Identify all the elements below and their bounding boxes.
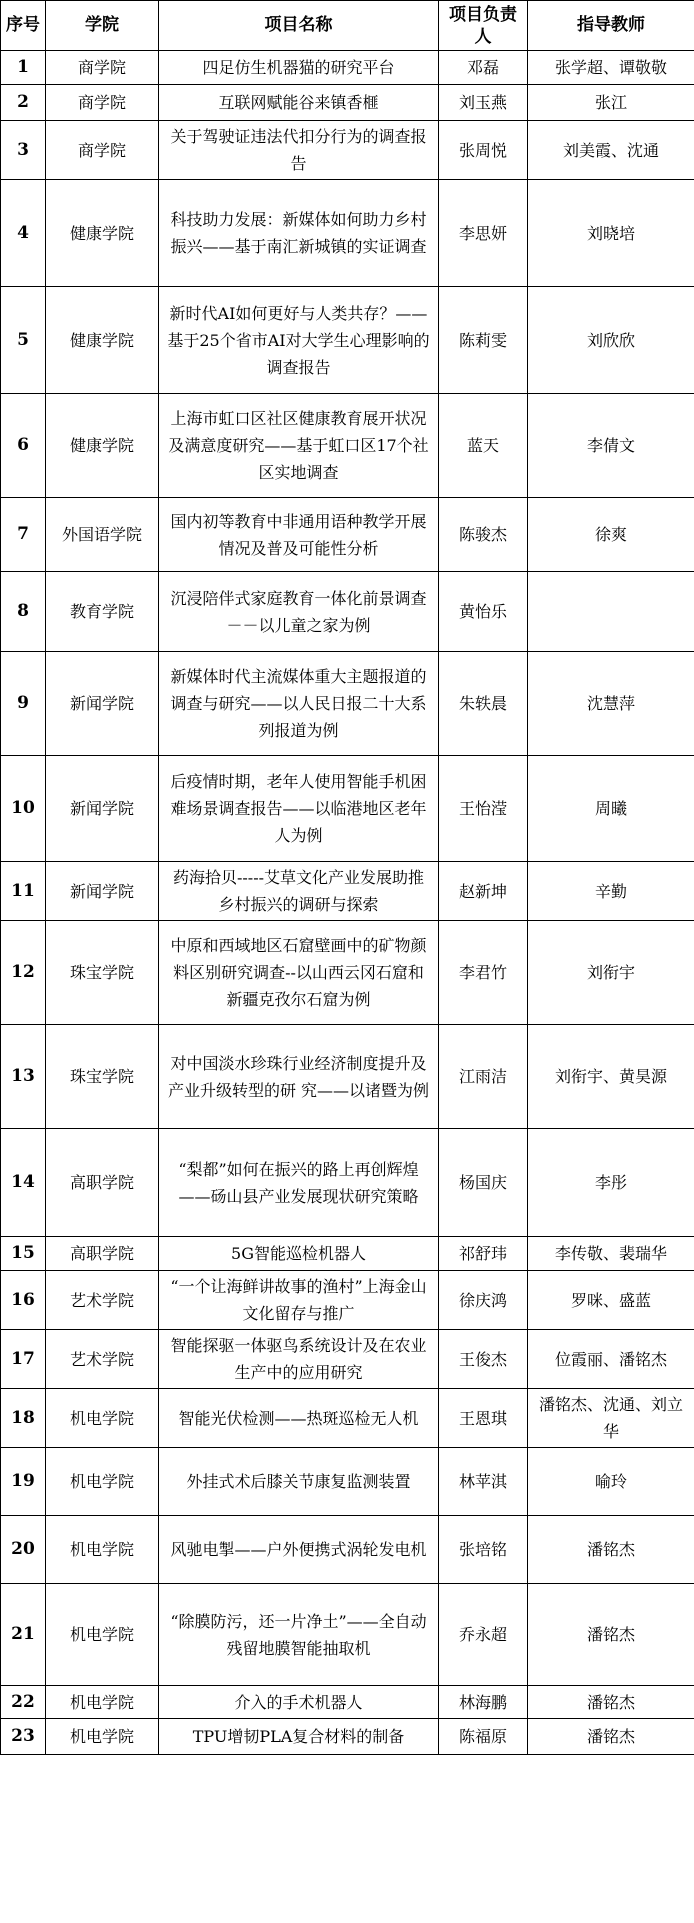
cell-leader: 李君竹 — [439, 921, 528, 1025]
table-row — [1, 121, 694, 180]
cell-advisor: 刘晓培 — [528, 180, 694, 287]
table-body — [1, 51, 694, 1755]
cell-no: 22 — [1, 1686, 46, 1719]
cell-leader: 江雨洁 — [439, 1025, 528, 1129]
table-row — [1, 180, 694, 287]
cell-college: 健康学院 — [46, 180, 159, 287]
cell-project: 对中国淡水珍珠行业经济制度提升及产业升级转型的研 究——以诸暨为例 — [159, 1025, 439, 1129]
cell-college: 商学院 — [46, 121, 159, 180]
cell-advisor: 周曦 — [528, 756, 694, 862]
table-row — [1, 1516, 694, 1584]
header-advisor: 指导教师 — [528, 1, 694, 51]
cell-no: 2 — [1, 85, 46, 121]
cell-advisor: 潘铭杰 — [528, 1686, 694, 1719]
cell-project: 智能探驱一体驱鸟系统设计及在农业生产中的应用研究 — [159, 1330, 439, 1389]
cell-advisor: 潘铭杰 — [528, 1719, 694, 1755]
cell-project: 后疫情时期，老年人使用智能手机困难场景调查报告——以临港地区老年人为例 — [159, 756, 439, 862]
table-row — [1, 652, 694, 756]
cell-project: 智能光伏检测——热斑巡检无人机 — [159, 1389, 439, 1448]
cell-project: 外挂式术后膝关节康复监测装置 — [159, 1448, 439, 1516]
header-row — [1, 1, 694, 51]
cell-college: 机电学院 — [46, 1516, 159, 1584]
cell-college: 机电学院 — [46, 1584, 159, 1686]
cell-leader: 朱轶晨 — [439, 652, 528, 756]
cell-no: 9 — [1, 652, 46, 756]
cell-college: 机电学院 — [46, 1719, 159, 1755]
cell-college: 高职学院 — [46, 1237, 159, 1271]
cell-advisor: 潘铭杰、沈通、刘立华 — [528, 1389, 694, 1448]
cell-no: 15 — [1, 1237, 46, 1271]
cell-college: 高职学院 — [46, 1129, 159, 1237]
table-row — [1, 1025, 694, 1129]
cell-advisor — [528, 572, 694, 652]
cell-no: 18 — [1, 1389, 46, 1448]
cell-college: 机电学院 — [46, 1686, 159, 1719]
cell-college: 新闻学院 — [46, 756, 159, 862]
cell-no: 12 — [1, 921, 46, 1025]
cell-no: 5 — [1, 287, 46, 394]
cell-advisor: 徐爽 — [528, 498, 694, 572]
cell-advisor: 刘美霞、沈通 — [528, 121, 694, 180]
cell-advisor: 张学超、谭敬敬 — [528, 51, 694, 85]
cell-no: 11 — [1, 862, 46, 921]
cell-college: 艺术学院 — [46, 1271, 159, 1330]
cell-leader: 徐庆鸿 — [439, 1271, 528, 1330]
cell-no: 10 — [1, 756, 46, 862]
cell-project: 5G智能巡检机器人 — [159, 1237, 439, 1271]
table-row — [1, 1129, 694, 1237]
cell-leader: 张周悦 — [439, 121, 528, 180]
table-row — [1, 394, 694, 498]
cell-no: 20 — [1, 1516, 46, 1584]
cell-leader: 邓磊 — [439, 51, 528, 85]
cell-leader: 王俊杰 — [439, 1330, 528, 1389]
cell-leader: 林苹淇 — [439, 1448, 528, 1516]
header-college: 学院 — [46, 1, 159, 51]
cell-project: 新媒体时代主流媒体重大主题报道的调查与研究——以人民日报二十大系列报道为例 — [159, 652, 439, 756]
cell-leader: 祁舒玮 — [439, 1237, 528, 1271]
cell-project: 新时代AI如何更好与人类共存？——基于25个省市AI对大学生心理影响的调查报告 — [159, 287, 439, 394]
table-row — [1, 862, 694, 921]
cell-leader: 陈福原 — [439, 1719, 528, 1755]
cell-advisor: 李彤 — [528, 1129, 694, 1237]
cell-advisor: 沈慧萍 — [528, 652, 694, 756]
cell-project: 国内初等教育中非通用语种教学开展情况及普及可能性分析 — [159, 498, 439, 572]
table-row — [1, 1271, 694, 1330]
cell-project: 互联网赋能谷来镇香榧 — [159, 85, 439, 121]
cell-college: 机电学院 — [46, 1448, 159, 1516]
cell-project: 中原和西域地区石窟壁画中的矿物颜料区别研究调查--以山西云冈石窟和新疆克孜尔石窟为例 — [159, 921, 439, 1025]
cell-leader: 王恩琪 — [439, 1389, 528, 1448]
cell-college: 商学院 — [46, 51, 159, 85]
table-row — [1, 1719, 694, 1755]
cell-advisor: 刘衔宇、黄昊源 — [528, 1025, 694, 1129]
cell-college: 珠宝学院 — [46, 1025, 159, 1129]
table-row — [1, 1686, 694, 1719]
table-row — [1, 498, 694, 572]
cell-college: 珠宝学院 — [46, 921, 159, 1025]
cell-no: 23 — [1, 1719, 46, 1755]
table-row — [1, 1237, 694, 1271]
table-row — [1, 756, 694, 862]
cell-project: 科技助力发展：新媒体如何助力乡村振兴——基于南汇新城镇的实证调查 — [159, 180, 439, 287]
cell-leader: 杨国庆 — [439, 1129, 528, 1237]
header-no: 序号 — [1, 1, 46, 51]
cell-advisor: 刘衔宇 — [528, 921, 694, 1025]
cell-no: 17 — [1, 1330, 46, 1389]
table-row — [1, 85, 694, 121]
cell-leader: 蓝天 — [439, 394, 528, 498]
cell-advisor: 罗咪、盛蓝 — [528, 1271, 694, 1330]
cell-project: 介入的手术机器人 — [159, 1686, 439, 1719]
table-row — [1, 1330, 694, 1389]
cell-college: 教育学院 — [46, 572, 159, 652]
cell-no: 13 — [1, 1025, 46, 1129]
cell-no: 14 — [1, 1129, 46, 1237]
table-row — [1, 287, 694, 394]
cell-leader: 陈骏杰 — [439, 498, 528, 572]
cell-advisor: 李倩文 — [528, 394, 694, 498]
cell-project: 上海市虹口区社区健康教育展开状况及满意度研究——基于虹口区17个社区实地调查 — [159, 394, 439, 498]
cell-project: “梨都”如何在振兴的路上再创辉煌——砀山县产业发展现状研究策略 — [159, 1129, 439, 1237]
cell-advisor: 李传敬、裴瑞华 — [528, 1237, 694, 1271]
table-row — [1, 1389, 694, 1448]
cell-advisor: 张江 — [528, 85, 694, 121]
cell-leader: 刘玉燕 — [439, 85, 528, 121]
cell-no: 21 — [1, 1584, 46, 1686]
cell-college: 新闻学院 — [46, 652, 159, 756]
header-project: 项目名称 — [159, 1, 439, 51]
cell-no: 19 — [1, 1448, 46, 1516]
cell-advisor: 位霞丽、潘铭杰 — [528, 1330, 694, 1389]
table-row — [1, 1448, 694, 1516]
cell-leader: 李思妍 — [439, 180, 528, 287]
cell-college: 健康学院 — [46, 394, 159, 498]
cell-advisor: 潘铭杰 — [528, 1584, 694, 1686]
table-row — [1, 51, 694, 85]
cell-project: “除膜防污，还一片净土”——全自动残留地膜智能抽取机 — [159, 1584, 439, 1686]
cell-leader: 陈莉雯 — [439, 287, 528, 394]
cell-project: 风驰电掣——户外便携式涡轮发电机 — [159, 1516, 439, 1584]
cell-college: 艺术学院 — [46, 1330, 159, 1389]
cell-project: TPU增韧PLA复合材料的制备 — [159, 1719, 439, 1755]
cell-no: 6 — [1, 394, 46, 498]
cell-leader: 赵新坤 — [439, 862, 528, 921]
cell-no: 8 — [1, 572, 46, 652]
cell-project: 沉浸陪伴式家庭教育一体化前景调查－－以儿童之家为例 — [159, 572, 439, 652]
cell-no: 4 — [1, 180, 46, 287]
cell-college: 外国语学院 — [46, 498, 159, 572]
cell-college: 机电学院 — [46, 1389, 159, 1448]
cell-no: 1 — [1, 51, 46, 85]
cell-leader: 乔永超 — [439, 1584, 528, 1686]
cell-advisor: 辛勤 — [528, 862, 694, 921]
cell-advisor: 潘铭杰 — [528, 1516, 694, 1584]
cell-leader: 黄怡乐 — [439, 572, 528, 652]
cell-no: 16 — [1, 1271, 46, 1330]
table-row — [1, 921, 694, 1025]
table-row — [1, 1584, 694, 1686]
cell-project: “一个让海鲜讲故事的渔村”上海金山文化留存与推广 — [159, 1271, 439, 1330]
header-leader: 项目负责人 — [439, 1, 528, 51]
cell-project: 药海拾贝-----艾草文化产业发展助推乡村振兴的调研与探索 — [159, 862, 439, 921]
table-row — [1, 572, 694, 652]
cell-project: 四足仿生机器猫的研究平台 — [159, 51, 439, 85]
cell-leader: 林海鹏 — [439, 1686, 528, 1719]
cell-no: 3 — [1, 121, 46, 180]
cell-no: 7 — [1, 498, 46, 572]
cell-college: 商学院 — [46, 85, 159, 121]
cell-college: 新闻学院 — [46, 862, 159, 921]
cell-advisor: 刘欣欣 — [528, 287, 694, 394]
cell-project: 关于驾驶证违法代扣分行为的调查报告 — [159, 121, 439, 180]
cell-leader: 王怡滢 — [439, 756, 528, 862]
cell-leader: 张培铭 — [439, 1516, 528, 1584]
cell-advisor: 喻玲 — [528, 1448, 694, 1516]
cell-college: 健康学院 — [46, 287, 159, 394]
